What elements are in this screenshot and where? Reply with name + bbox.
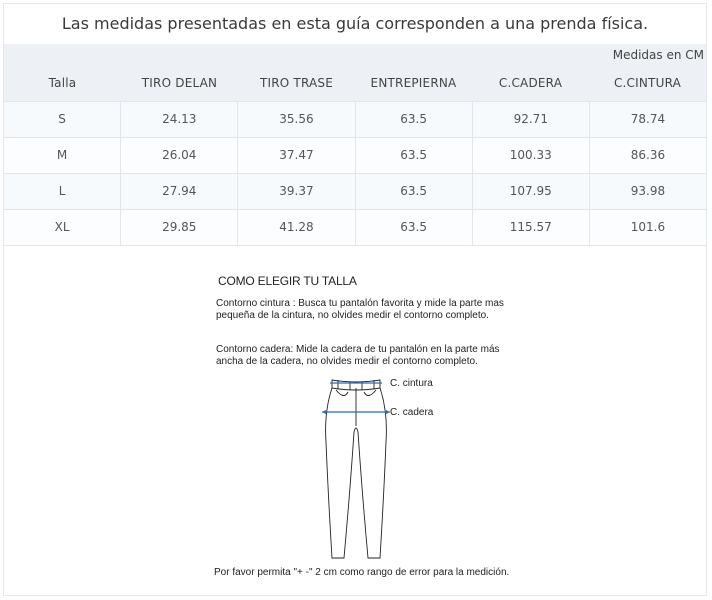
table-cell: 92.71 <box>473 102 590 137</box>
table-cell: 63.5 <box>356 174 473 209</box>
column-header-cadera: C.CADERA <box>498 76 563 90</box>
table-row <box>4 137 706 173</box>
table-cell: 29.85 <box>121 210 238 245</box>
column-headers <box>4 68 706 98</box>
label-cintura: C. cintura <box>390 378 433 389</box>
table-cell: 86.36 <box>630 148 666 162</box>
table-cell: XL <box>4 210 121 245</box>
table-cell: 37.47 <box>238 138 355 173</box>
label-cadera: C. cadera <box>390 407 434 418</box>
table-cell: 35.56 <box>238 102 355 137</box>
table-cell: 93.98 <box>630 184 666 198</box>
table-cell: 78.74 <box>630 112 666 126</box>
table-cell: 27.94 <box>121 174 238 209</box>
table-row <box>4 173 706 209</box>
table-cell: 107.95 <box>473 174 590 209</box>
table-cell: 41.28 <box>238 210 355 245</box>
table-cell: 63.5 <box>356 138 473 173</box>
table-cell: 24.13 <box>121 102 238 137</box>
pants-illustration-icon <box>316 372 396 562</box>
table-cell: 63.5 <box>356 210 473 245</box>
column-header-entrepierna: ENTREPIERNA <box>370 76 457 90</box>
table-cell: 115.57 <box>473 210 590 245</box>
table-cell: 39.37 <box>238 174 355 209</box>
size-table-header <box>4 44 706 101</box>
table-cell: S <box>4 102 121 137</box>
guide-title: COMO ELEGIR TU TALLA <box>218 274 357 288</box>
measuring-guide-image <box>4 240 706 590</box>
table-cell: M <box>4 138 121 173</box>
table-row <box>4 101 706 137</box>
table-cell: 26.04 <box>121 138 238 173</box>
guide-footnote: Por favor permita "+ -" 2 cm como rango de error para la medición. <box>214 567 510 578</box>
column-header-talla: Talla <box>48 76 77 90</box>
guide-cadera-text: Contorno cadera: Mide la cadera de tu pantalón en la parte más ancha de la cadera, no olvides medir el contorno completo. <box>216 344 500 367</box>
table-cell: 101.6 <box>630 220 666 234</box>
table-cell: 100.33 <box>473 138 590 173</box>
guide-cintura-text: Contorno cintura : Busca tu pantalón favorita y mide la parte mas pequeña de la cintura, no olvides medir el contorno completo. <box>216 298 504 321</box>
column-header-tiro-trasero: TIRO TRASE <box>259 76 334 90</box>
column-header-tiro-delantero: TIRO DELAN <box>141 76 218 90</box>
size-table-body <box>4 101 706 246</box>
column-header-cintura: C.CINTURA <box>613 76 682 90</box>
size-guide-panel <box>3 3 707 596</box>
units-label: Medidas en CM <box>612 48 704 62</box>
table-cell: 63.5 <box>356 102 473 137</box>
table-cell: L <box>4 174 121 209</box>
notice-text: Las medidas presentadas en esta guía corresponden a una prenda física. <box>61 14 649 33</box>
